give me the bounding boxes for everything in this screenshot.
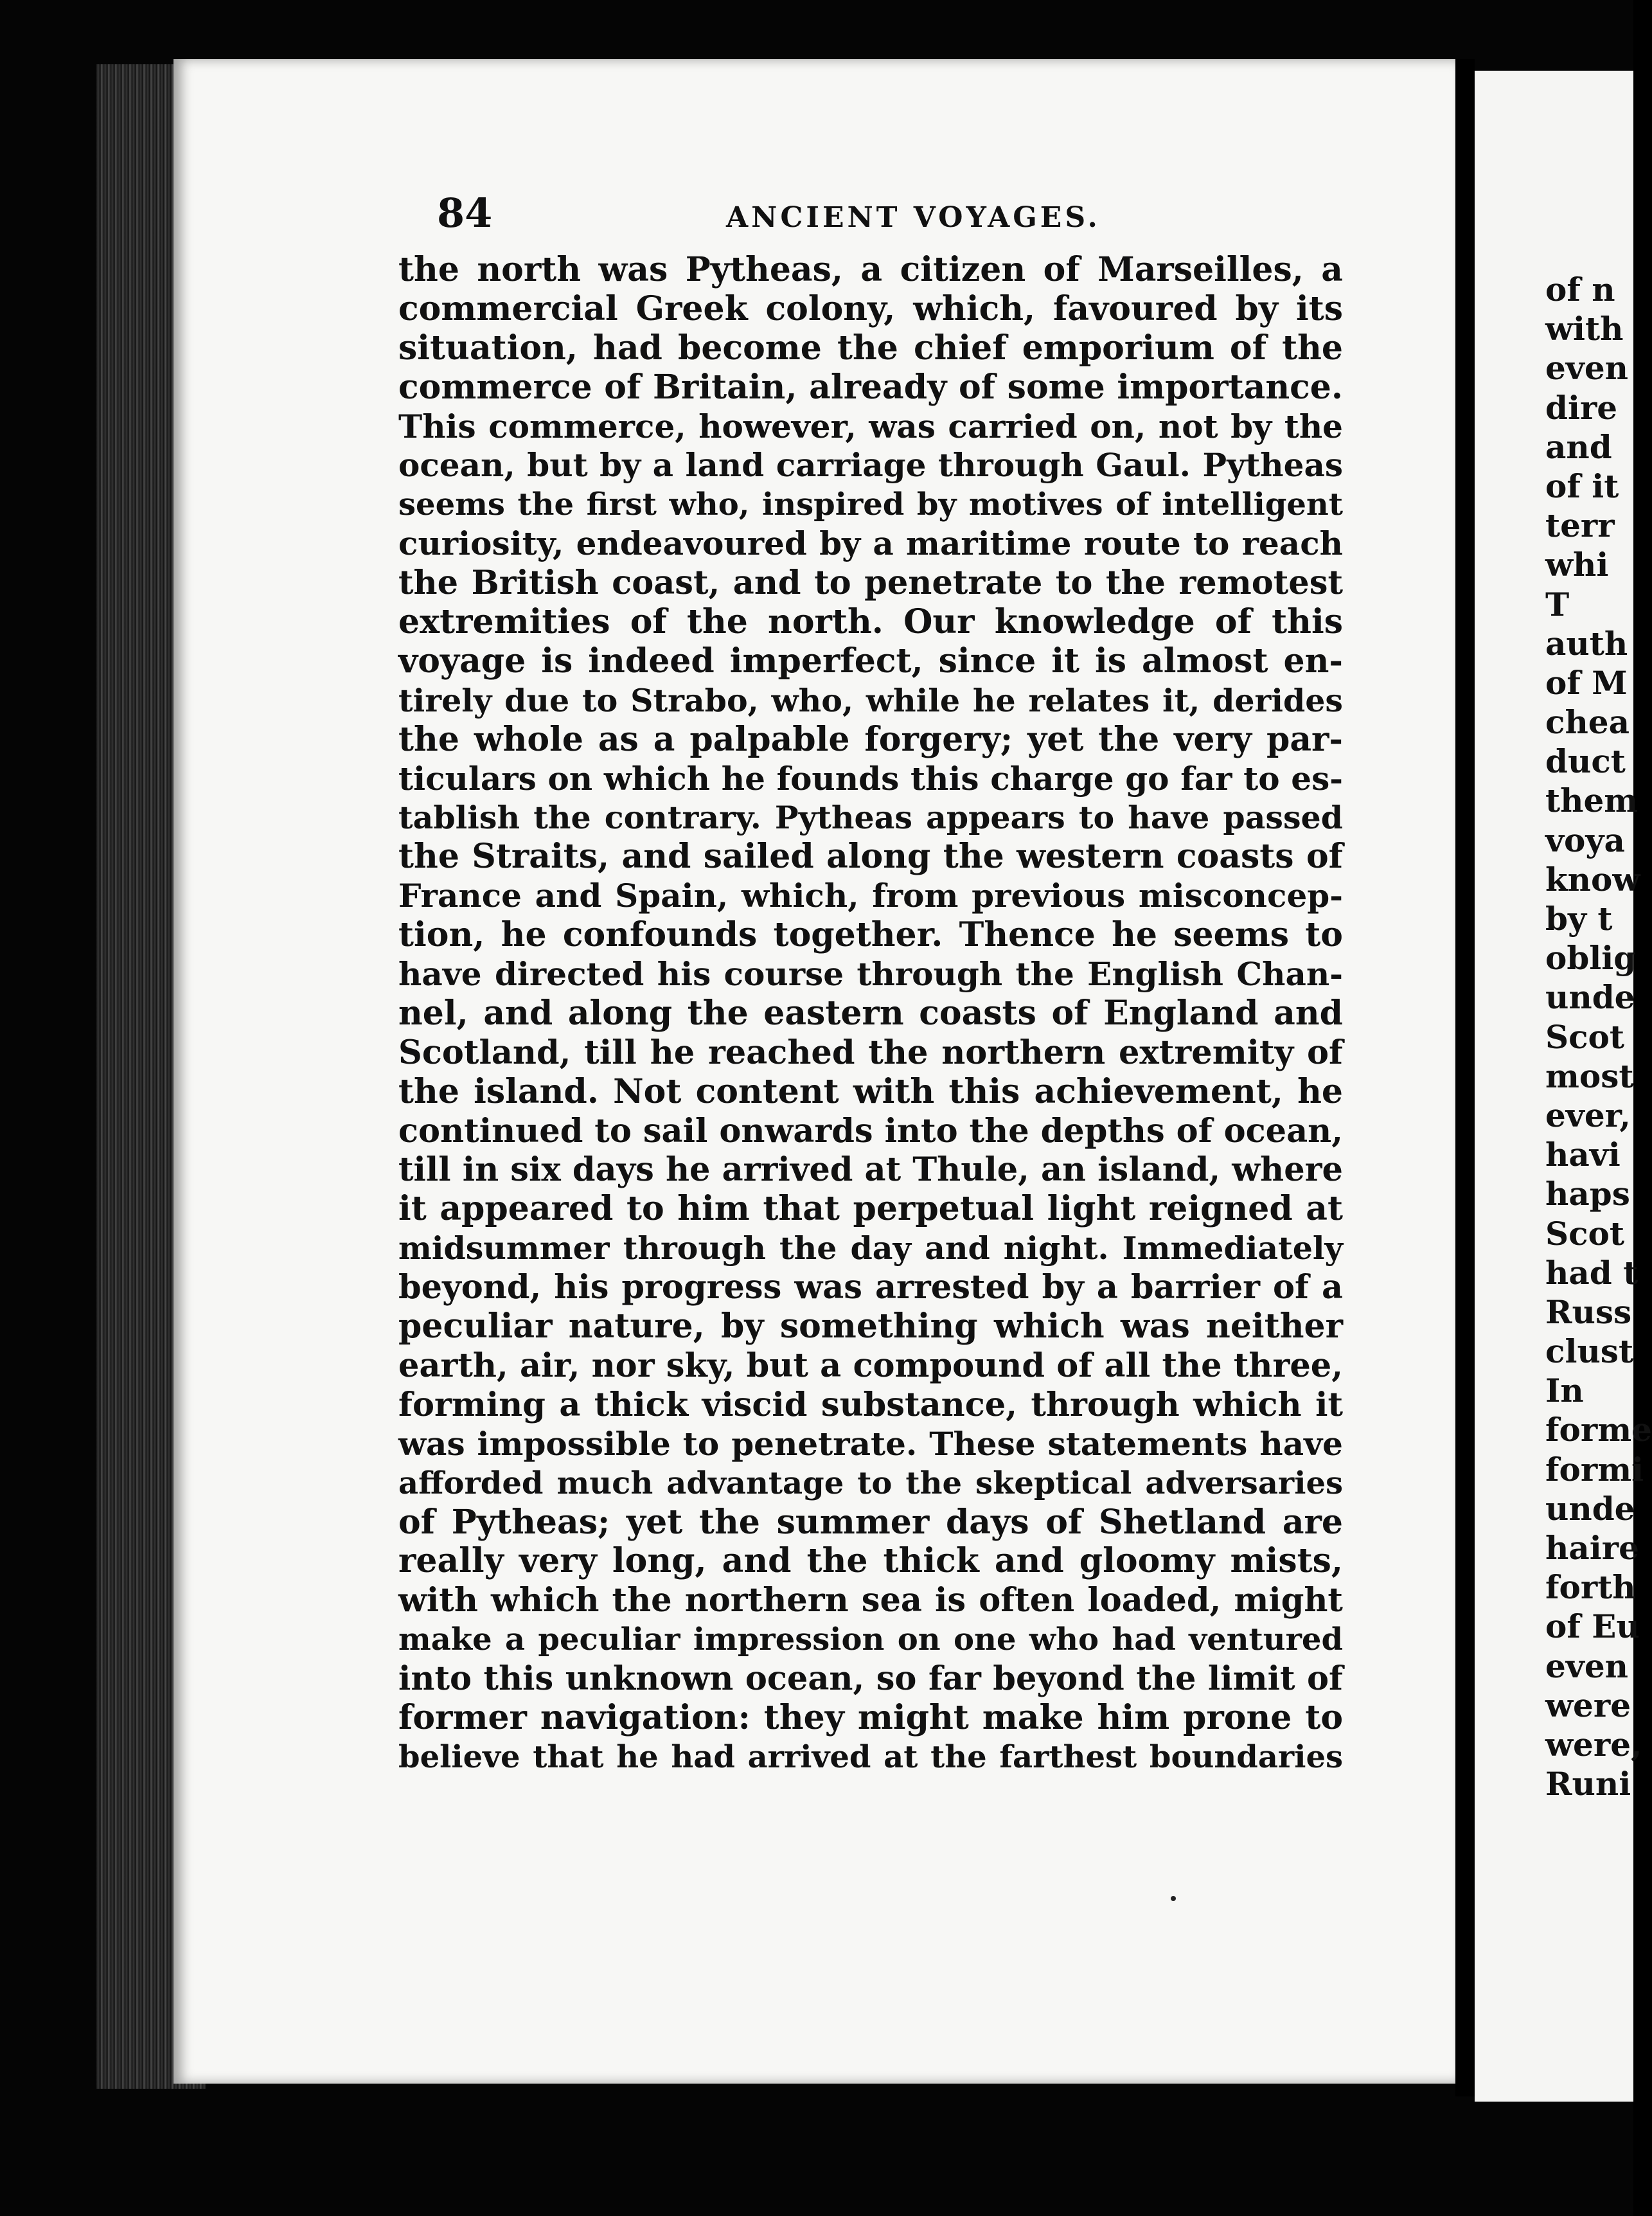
page-number: 84 — [437, 190, 493, 237]
text-line: seems the first who, inspired by motives of intelligent — [398, 487, 1343, 523]
text-line: This commerce, however, was carried on, not by the — [398, 407, 1343, 445]
facing-text-fragment: had t — [1545, 1253, 1639, 1292]
facing-text-fragment: them — [1545, 782, 1639, 820]
facing-text-fragment: dire — [1545, 388, 1618, 427]
text-line: have directed his course through the English Chan- — [398, 955, 1343, 994]
facing-text-fragment: know — [1545, 860, 1640, 898]
text-line: the Straits, and sailed along the western coasts of — [398, 837, 1343, 877]
page-gutter — [1455, 59, 1475, 2096]
text-line: really very long, and the thick and gloomy mists, — [398, 1541, 1343, 1581]
facing-text-fragment: terr — [1545, 506, 1615, 545]
facing-text-fragment: forme — [1545, 1411, 1652, 1449]
facing-text-fragment: chea — [1545, 703, 1630, 742]
text-line: peculiar nature, by something which was neither — [398, 1307, 1343, 1346]
ink-speck — [1171, 1896, 1176, 1901]
facing-text-fragment: havi — [1545, 1136, 1621, 1174]
facing-text-fragment: even — [1545, 1647, 1629, 1685]
text-line: nel, and along the eastern coasts of England and — [398, 993, 1343, 1033]
facing-text-fragment: duct — [1545, 742, 1626, 781]
facing-text-fragment: whi — [1545, 546, 1609, 584]
text-line: extremities of the north. Our knowledge of this — [398, 602, 1343, 642]
facing-text-fragment: T — [1545, 585, 1570, 623]
text-line: France and Spain, which, from previous misconcep- — [398, 877, 1343, 915]
facing-text-fragment: clust — [1545, 1332, 1634, 1371]
text-line: the island. Not content with this achievement, he — [398, 1071, 1343, 1111]
facing-text-fragment: of M — [1545, 663, 1628, 702]
text-line: was impossible to penetrate. These statements have — [398, 1424, 1343, 1463]
text-line: former navigation: they might make him prone to — [398, 1697, 1343, 1737]
page-header — [437, 190, 1369, 241]
facing-text-fragment: of n — [1545, 271, 1615, 308]
facing-text-fragment: of it — [1545, 467, 1619, 505]
text-line: Scotland, till he reached the northern extremity of — [398, 1033, 1343, 1072]
text-line: midsummer through the day and night. Immediately — [398, 1229, 1343, 1267]
text-line: the whole as a palpable forgery; yet the very par- — [398, 719, 1343, 759]
text-line: forming a thick viscid substance, through which it — [398, 1385, 1343, 1424]
text-line: ticulars on which he founds this charge go far to es- — [398, 759, 1343, 798]
facing-text-fragment: voya — [1545, 821, 1625, 859]
facing-text-fragment: unde — [1545, 978, 1635, 1017]
text-line: commerce of Britain, already of some importance. — [398, 367, 1343, 407]
facing-page-text — [1545, 270, 1652, 1803]
facing-text-fragment: were, — [1545, 1725, 1642, 1764]
text-line: ocean, but by a land carriage through Gaul. Pytheas — [398, 446, 1343, 485]
text-line: make a peculiar impression on one who had ventured — [398, 1622, 1343, 1658]
text-line: earth, air, nor sky, but a compound of all the three, — [398, 1346, 1343, 1385]
facing-text-fragment: most — [1545, 1057, 1634, 1095]
facing-text-fragment: forth — [1545, 1568, 1636, 1607]
facing-text-fragment: haire — [1545, 1529, 1639, 1567]
text-line: afforded much advantage to the skeptical adversaries — [398, 1465, 1343, 1501]
facing-text-fragment: Runi — [1545, 1765, 1631, 1803]
text-line: continued to sail onwards into the depths of ocean, — [398, 1111, 1343, 1150]
text-line: of Pytheas; yet the summer days of Shetland are — [398, 1502, 1343, 1542]
text-line: curiosity, endeavoured by a maritime route to reach — [398, 524, 1343, 563]
text-line: tablish the contrary. Pytheas appears to have passed — [398, 799, 1343, 837]
running-head: ANCIENT VOYAGES. — [726, 201, 1101, 234]
facing-text-fragment: Scot — [1545, 1214, 1624, 1253]
facing-text-fragment: even — [1545, 349, 1629, 388]
text-line: voyage is indeed imperfect, since it is almost en- — [398, 641, 1343, 681]
facing-text-fragment: oblig — [1545, 939, 1637, 978]
facing-text-fragment: of Eu — [1545, 1607, 1640, 1646]
text-line: believe that he had arrived at the farthest boundaries — [398, 1738, 1343, 1775]
facing-text-fragment: and — [1545, 427, 1612, 466]
text-line: the British coast, and to penetrate to the remotest — [398, 564, 1343, 603]
text-line: into this unknown ocean, so far beyond the limit of — [398, 1659, 1343, 1699]
text-line: commercial Greek colony, which, favoured by its — [398, 289, 1343, 328]
facing-text-fragment: haps — [1545, 1175, 1630, 1213]
text-line: with which the northern sea is often loaded, might — [398, 1581, 1343, 1620]
facing-text-fragment: In — [1545, 1372, 1584, 1410]
facing-text-fragment: with — [1545, 310, 1624, 348]
text-line: it appeared to him that perpetual light reigned at — [398, 1189, 1343, 1229]
facing-text-fragment: Scot — [1545, 1017, 1624, 1056]
text-line: situation, had become the chief emporium of the — [398, 328, 1343, 368]
facing-text-fragment: unde — [1545, 1489, 1635, 1528]
text-line: tion, he confounds together. Thence he seems to — [398, 915, 1343, 955]
text-line: tirely due to Strabo, who, while he relates it, derides — [398, 681, 1343, 719]
text-line: beyond, his progress was arrested by a barrier of a — [398, 1268, 1343, 1307]
text-line: till in six days he arrived at Thule, an island, where — [398, 1150, 1343, 1190]
facing-text-fragment: Russ — [1545, 1292, 1632, 1331]
facing-text-fragment: by t — [1545, 900, 1613, 938]
facing-text-fragment: formi — [1545, 1450, 1644, 1488]
facing-text-fragment: auth — [1545, 624, 1628, 663]
text-line: the north was Pytheas, a citizen of Marseilles, a — [398, 250, 1343, 289]
body-text — [398, 251, 1343, 1777]
facing-text-fragment: were — [1545, 1686, 1631, 1724]
facing-text-fragment: ever, — [1545, 1096, 1631, 1134]
